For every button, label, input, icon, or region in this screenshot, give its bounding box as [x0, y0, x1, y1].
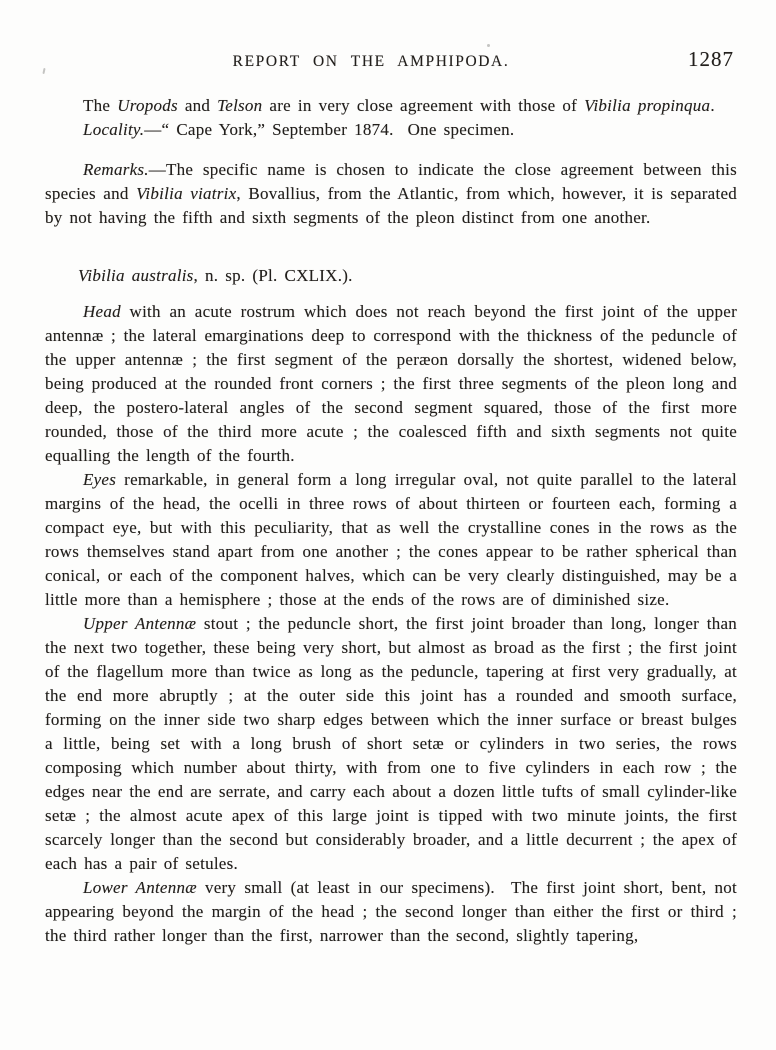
running-head: [45, 47, 737, 71]
scan-speck: [42, 68, 45, 74]
scan-speck: [487, 44, 490, 47]
page-number: 1287: [688, 47, 734, 71]
paragraph-remarks: Remarks.—The specific name is chosen to indicate the close agreement between this species and Vibilia viatrix, Bovallius, from the Atlantic, from which, however, it is separated by not having the fifth and sixth segments of the pleon distinct from one another.: [45, 160, 737, 227]
paragraph-head: Head with an acute rostrum which does not reach beyond the first joint of the upper antennæ ; the lateral emarginations deep to correspond with the thickness of the peduncle of the upper antennæ ; the first segment of the peræon dorsally the shortest, widened below, being produced at the rounded front corners ; the first three segments of the pleon long and deep, the postero-lateral angles of the second segment squared, those of the first more rounded, those of the third more acute ; the coalesced fifth and sixth segments not quite equalling the length of the fourth.: [45, 302, 737, 465]
paragraph-uropods-telson: The Uropods and Telson are in very close agreement with those of Vibilia propinqua.: [83, 96, 715, 115]
running-head-title: REPORT ON THE AMPHIPODA.: [232, 53, 510, 70]
paragraph-upper-antennae: Upper Antennæ stout ; the peduncle short, the first joint broader than long, longer than the next two together, these being very short, but almost as broad as the first ; the first joint of the flagellum more than twice as long as the peduncle, tapering at first very gradually, at the end more abruptly ; at the outer side this joint has a rounded and smooth surface, forming on the inner side two sharp edges between which the inner surface or breast bulges a little, being set with a long brush of short setæ or cylinders in two series, the rows composing which number about thirty, with from one to five cylinders in each row ; the edges near the end are serrate, and carry each about a dozen little tufts of small cylinder-like setæ ; the almost acute apex of this large joint is tipped with two minute joints, the first scarcely longer than the second but considerably broader, and a little decurrent ; the apex of each has a pair of setules.: [45, 614, 738, 873]
paragraph-lower-antennae: Lower Antennæ very small (at least in our specimens). The first joint short, bent, not appearing beyond the margin of the head ; the second longer than either the first or third ; the third rather longer than the first, narrower than the second, slightly tapering,: [45, 878, 737, 945]
species-heading: Vibilia australis, n. sp. (Pl. CXLIX.).: [78, 266, 353, 285]
paragraph-eyes: Eyes remarkable, in general form a long irregular oval, not quite parallel to the lateral margins of the head, the ocelli in three rows of about thirteen or fourteen each, forming a compact eye, but with this peculiarity, that as well the crystalline cones in the rows as the rows themselves stand apart from one another ; the cones appear to be rather spherical than conical, or each of the component halves, which can be very clearly distinguished, may be a little more than a hemisphere ; those at the ends of the rows are of diminished size.: [45, 470, 737, 609]
paragraph-locality: Locality.—“ Cape York,” September 1874. One specimen.: [83, 120, 515, 139]
